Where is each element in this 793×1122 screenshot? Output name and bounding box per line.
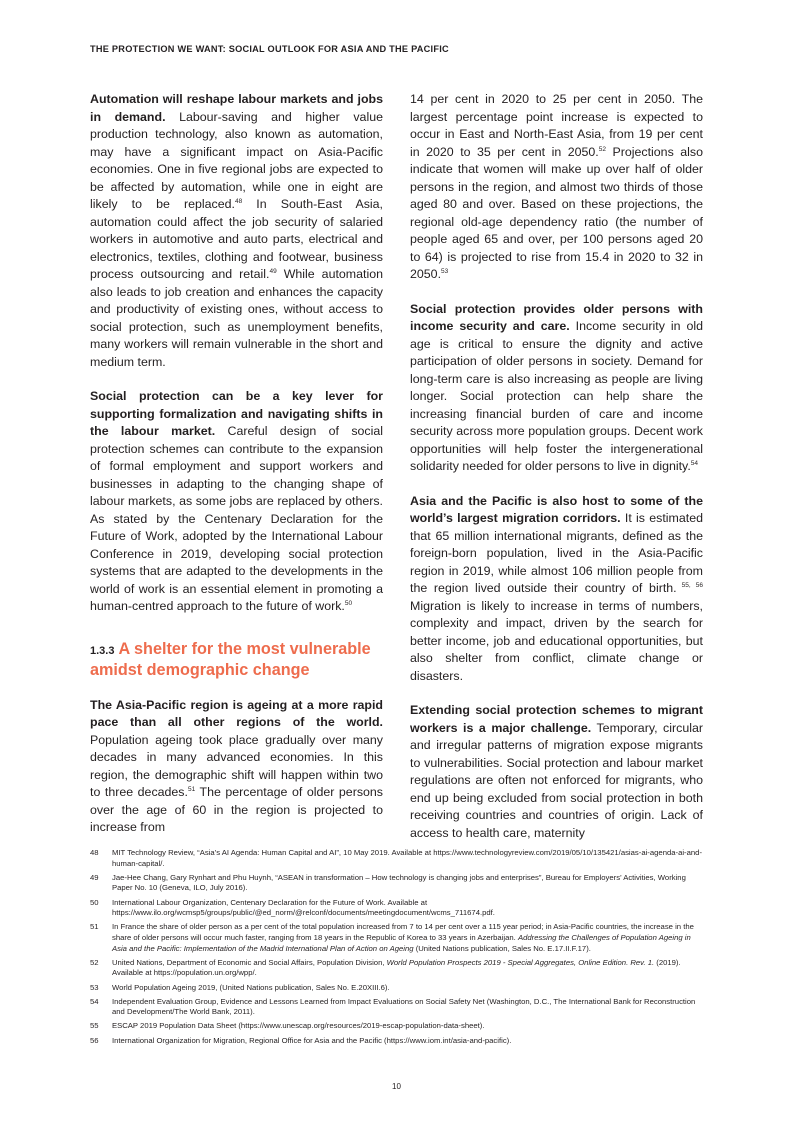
paragraph-migrant-workers: Extending social protection schemes to migrant workers is a major challenge. Temporary, circular and irregular patterns of migration expose migrants to vulnerabilities. Social protection and labour market regulations are often not enforced for migrants, who end up being excluded from social protection in both receiving countries and countries of origin. Lack of access to health care, maternity (410, 703, 703, 840)
footnote-ref: 53 (441, 267, 449, 275)
footnote-56: 56 International Organization for Migration, Regional Office for Asia and the Pacific (https://www.iom.int/asia-and-pacific). (90, 1035, 512, 1045)
section-number: 1.3.3 (90, 644, 115, 657)
footnote-55: 55 ESCAP 2019 Population Data Sheet (https://www.unescap.org/resources/2019-escap-population-data-sheet). (90, 1021, 485, 1031)
paragraph-ageing-continued: 14 per cent in 2020 to 25 per cent in 2050. The largest percentage point increase is expected to occur in East and North-East Asia, from 19 per cent in 2020 to 35 per cent in 2050.52 Projections also indicate that women will make up over half of older persons in the region, and almost two thirds of those aged 80 and over. Based on these projections, the regional old-age dependency ratio (the number of people aged 65 and over, per 100 persons aged 20 to 64) is projected to rise from 15.4 in 2020 to 32 in 2050.53 (410, 92, 703, 281)
running-header: THE PROTECTION WE WANT: SOCIAL OUTLOOK FOR ASIA AND THE PACIFIC (90, 44, 449, 54)
footnote-54: 54 Independent Evaluation Group, Evidence and Lessons Learned from Impact Evaluations on Social Safety Net (Washington, D.C., The International Bank for Reconstruction and Development/The World Bank, 2011). (90, 996, 696, 1017)
footnote-ref: 54 (690, 459, 699, 467)
footnote-53: 53 World Population Ageing 2019, (United Nations publication, Sales No. E.20XIII.6). (90, 982, 390, 992)
footnote-49: 49 Jae-Hee Chang, Gary Rynhart and Phu Huynh, “ASEAN in transformation – How technology is changing jobs and enterprises”, Bureau for Employers’ Activities, Working Paper No. 10 (Geneva, ILO, July 2016). (90, 872, 686, 893)
paragraph-older-persons: Social protection provides older persons with income security and care. Income security in old age is critical to ensure the dignity and active participation of older persons in society. Demand for long-term care is also increasing as people are living longer. Social protection can help share the increasing financial burden of care and income security across more population groups. Decent work opportunities will help foster the intergenerational solidarity needed for older persons to live in dignity.$^{54}$ (410, 301, 703, 473)
footnotes (90, 848, 704, 1050)
paragraph-migration: Asia and the Pacific is also host to some of the world’s largest migration corridors. It is estimated that 65 million international migrants, defined as the foreign-born population, lived in the Asia-Pacific region in 2019, while almost 106 million people from the region lived outside their country of birth. $^{55, 56}$ Migration is likely to increase in terms of numbers, complexity and impact, driven by the search for better income, job and educational opportunities, but also shelter from conflict, climate change or disasters. (410, 493, 703, 683)
footnote-ref: 50 (344, 599, 353, 607)
section-title: A shelter for the most vulnerable amidst demographic change (90, 639, 371, 679)
right-column (410, 91, 703, 859)
footnote-ref: 51 (187, 785, 196, 793)
paragraph-automation: Automation will reshape labour markets and jobs in demand. Labour-saving and higher value production technology, also known as automation, may have a significant impact on Asia-Pacific economies. One in five regional jobs are expected to be affected by automation, while one in eight are likely to be replaced.$^{48}$ In South-East Asia, automation could affect the job security of salaried workers in automotive and auto parts, electrical and electronics, textiles, clothing and footwear, business process outsourcing and retail.$^{49}$ While automation also leads to job creation and enhances the capacity and productivity of existing ones, without access to social protection, such as unemployment benefits, many workers will remain vulnerable in the short and medium term. (90, 92, 383, 369)
footnote-ref: 49 (269, 267, 277, 275)
paragraph-lead: The Asia-Pacific region is ageing at a more rapid pace than all other regions of the world. (90, 697, 383, 729)
footnote-ref: 48 (234, 197, 243, 205)
paragraph-lead: Social protection provides older persons with income security and care. (410, 301, 703, 333)
paragraph-ageing: The Asia-Pacific region is ageing at a more rapid pace than all other regions of the world. Population ageing took place gradually over many decades in many advanced economies. In this region, the demographic shift will happen within two to three decades.$^{51}$ The percentage of older persons over the age of 60 in the region is projected to increase from (90, 697, 383, 834)
left-column (90, 91, 383, 854)
footnote-ref: 55, 56 (676, 581, 703, 589)
footnote-52: 52 United Nations, Department of Economic and Social Affairs, Population Division, World Population Prospects 2019 - Special Aggregates, Online Edition. Rev. 1. (2019). Available at https://population.un.org/wpp/. (90, 957, 681, 978)
section-heading (90, 640, 383, 680)
footnote-50: 50 International Labour Organization, Centenary Declaration for the Future of Work. Available at https://www.ilo.org/wcmsp5/groups/public/@ed_norm/@relconf/documents/meetingdocument/wcms_711674.pdf. (90, 897, 495, 918)
footnote-48: 48 MIT Technology Review, “Asia’s AI Agenda: Human Capital and AI”, 10 May 2019. Available at https://www.technologyreview.com/2019/05/10/135421/asias-ai-agenda-ai-and-human-capital/. (90, 848, 703, 868)
paragraph-lead: Automation will reshape labour markets and jobs in demand. (90, 92, 383, 124)
paragraph-formalization: Social protection can be a key lever for supporting formalization and navigating shifts in the labour market. Careful design of social protection schemes can contribute to the expansion of formal employment and support workers and businesses in adapting to the changing shape of labour markets, as some jobs are replaced by others. As stated by the Centenary Declaration for the Future of Work, adopted by the International Labour Conference in 2019, developing social protection systems that are adapted to the developments in the world of work is an essential element in promoting a human-centred approach to the future of work.$^{50}$ (90, 389, 383, 613)
page-number: 10 (392, 1082, 401, 1091)
paragraph-lead: Social protection can be a key lever for supporting formalization and navigating shifts in the labour market. (90, 389, 383, 438)
paragraph-lead: Extending social protection schemes to migrant workers is a major challenge. (410, 703, 703, 735)
paragraph-lead: Asia and the Pacific is also host to some of the world’s largest migration corridors. (410, 493, 703, 525)
footnote-51: 51 In France the share of older person as a per cent of the total population increased from 7 to 14 per cent over a 115 year period; in Asia-Pacific countries, the increase in the share of older persons will occur much faster, ranging from 18 years in the Republic of Korea to 33 years in Azerbaijan. Addressing the Challenges of Population Ageing in Asia and the Pacific: Implementation of the Madrid International Plan of Action on Ageing (United Nations publication, Sales No. E.17.II.F.17). (90, 922, 694, 953)
footnote-ref: 52 (598, 145, 606, 153)
